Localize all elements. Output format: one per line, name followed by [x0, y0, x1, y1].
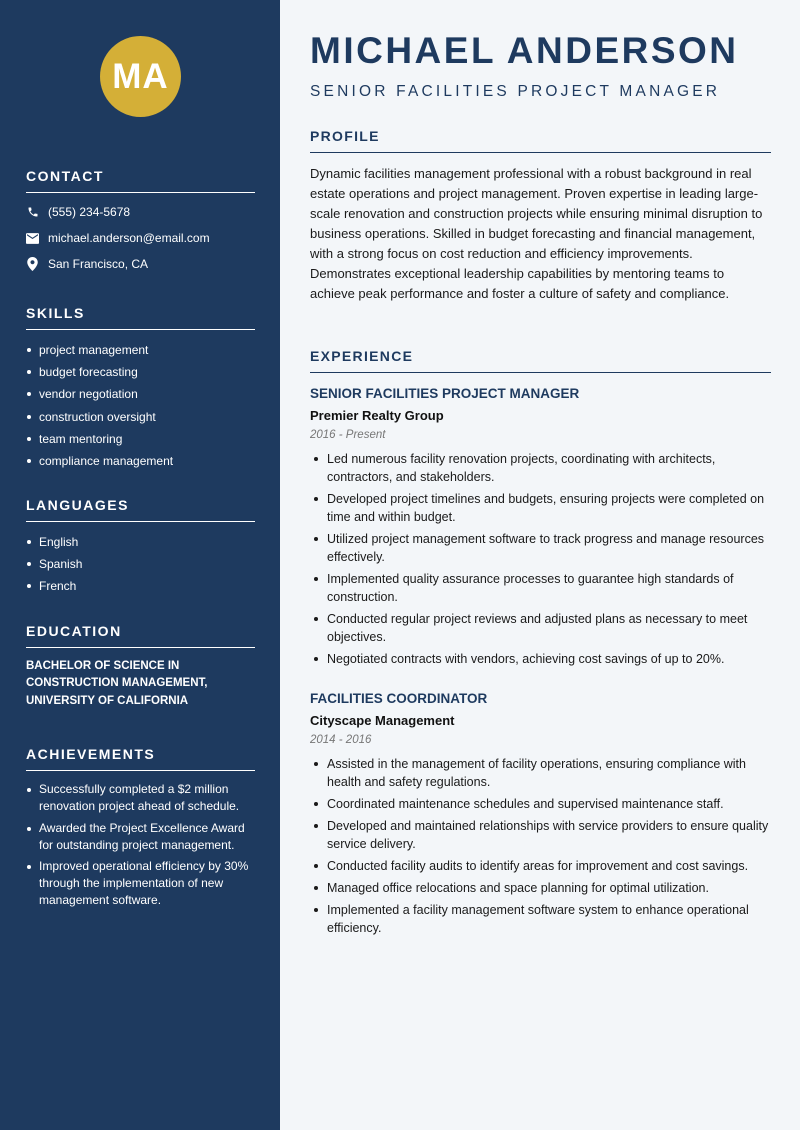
- education-heading: EDUCATION: [26, 623, 255, 648]
- contact-list: [26, 199, 255, 277]
- contact-phone: [26, 199, 255, 225]
- languages-list: [26, 531, 255, 598]
- job-bullet: Conducted regular project reviews and adjusted plans as necessary to meet objectives.: [310, 610, 771, 646]
- job-bullets: [310, 755, 771, 937]
- avatar: MA: [100, 36, 181, 117]
- job-dates: 2014 - 2016: [310, 734, 372, 746]
- achievements-heading: ACHIEVEMENTS: [26, 746, 255, 771]
- language-item: French: [26, 575, 255, 597]
- location-text: San Francisco, CA: [48, 257, 149, 271]
- skills-list: [26, 339, 255, 472]
- job-bullet: Led numerous facility renovation projects, coordinating with architects, contractors, and stakeholders.: [310, 450, 771, 486]
- candidate-title: SENIOR FACILITIES PROJECT MANAGER: [310, 83, 721, 100]
- email-text[interactable]: michael.anderson@email.com: [48, 231, 210, 245]
- job-title: FACILITIES COORDINATOR: [310, 691, 488, 706]
- education-section: [26, 623, 255, 710]
- job-title: SENIOR FACILITIES PROJECT MANAGER: [310, 386, 580, 401]
- job-company: Cityscape Management: [310, 713, 455, 728]
- job-bullet: Assisted in the management of facility operations, ensuring compliance with health and safety regulations.: [310, 755, 771, 791]
- contact-email: [26, 225, 255, 251]
- contact-heading: CONTACT: [26, 168, 255, 193]
- location-pin-icon: [26, 258, 39, 271]
- phone-icon: [26, 206, 39, 219]
- job-bullet: Developed and maintained relationships with service providers to ensure quality service delivery.: [310, 817, 771, 853]
- skills-heading: SKILLS: [26, 305, 255, 330]
- candidate-name: MICHAEL ANDERSON: [310, 30, 739, 71]
- job-bullet: Coordinated maintenance schedules and supervised maintenance staff.: [310, 795, 771, 813]
- job-bullet: Implemented a facility management software system to enhance operational efficiency.: [310, 901, 771, 937]
- language-item: English: [26, 531, 255, 553]
- education-degree: BACHELOR OF SCIENCE IN CONSTRUCTION MANAGEMENT, UNIVERSITY OF CALIFORNIA: [26, 660, 208, 707]
- contact-location: [26, 251, 255, 277]
- job-bullet: Conducted facility audits to identify areas for improvement and cost savings.: [310, 857, 771, 875]
- contact-section: [26, 168, 255, 277]
- achievements-section: [26, 746, 255, 914]
- job-bullet: Utilized project management software to track progress and manage resources effectively.: [310, 530, 771, 566]
- job-bullet: Implemented quality assurance processes to guarantee high standards of construction.: [310, 570, 771, 606]
- skill-item: team mentoring: [26, 428, 255, 450]
- job-bullet: Developed project timelines and budgets, ensuring projects were completed on time and within budget.: [310, 490, 771, 526]
- phone-text: (555) 234-5678: [48, 205, 131, 219]
- languages-section: [26, 497, 255, 598]
- experience-heading: EXPERIENCE: [310, 348, 771, 373]
- skill-item: construction oversight: [26, 406, 255, 428]
- mail-icon: [26, 232, 39, 245]
- sidebar: [0, 0, 280, 1130]
- skill-item: vendor negotiation: [26, 383, 255, 405]
- job-entry: [310, 386, 771, 672]
- skills-section: [26, 305, 255, 472]
- skill-item: project management: [26, 339, 255, 361]
- achievements-list: [26, 781, 255, 909]
- job-dates: 2016 - Present: [310, 429, 386, 441]
- job-bullets: [310, 450, 771, 668]
- job-company: Premier Realty Group: [310, 408, 444, 423]
- achievement-item: Awarded the Project Excellence Award for outstanding project management.: [26, 820, 255, 854]
- job-bullet: Managed office relocations and space planning for optimal utilization.: [310, 879, 771, 897]
- profile-text: Dynamic facilities management professional with a robust background in real estate operations and project management. Proven expertise in leading large-scale renovation and construction projects while ensuring minimal disruption to business operations. Skilled in budget forecasting and financial management, with a strong focus on cost reduction and efficiency improvements. Demonstrates exceptional leadership capabilities by mentoring teams to achieve peak performance and foster a culture of safety and compliance.: [310, 166, 763, 301]
- skill-item: compliance management: [26, 450, 255, 472]
- language-item: Spanish: [26, 553, 255, 575]
- job-bullet: Negotiated contracts with vendors, achieving cost savings of up to 20%.: [310, 650, 771, 668]
- languages-heading: LANGUAGES: [26, 497, 255, 522]
- skill-item: budget forecasting: [26, 361, 255, 383]
- job-entry: [310, 691, 771, 941]
- achievement-item: Improved operational efficiency by 30% through the implementation of new management software.: [26, 858, 255, 909]
- profile-heading: PROFILE: [310, 128, 771, 153]
- achievement-item: Successfully completed a $2 million renovation project ahead of schedule.: [26, 781, 255, 815]
